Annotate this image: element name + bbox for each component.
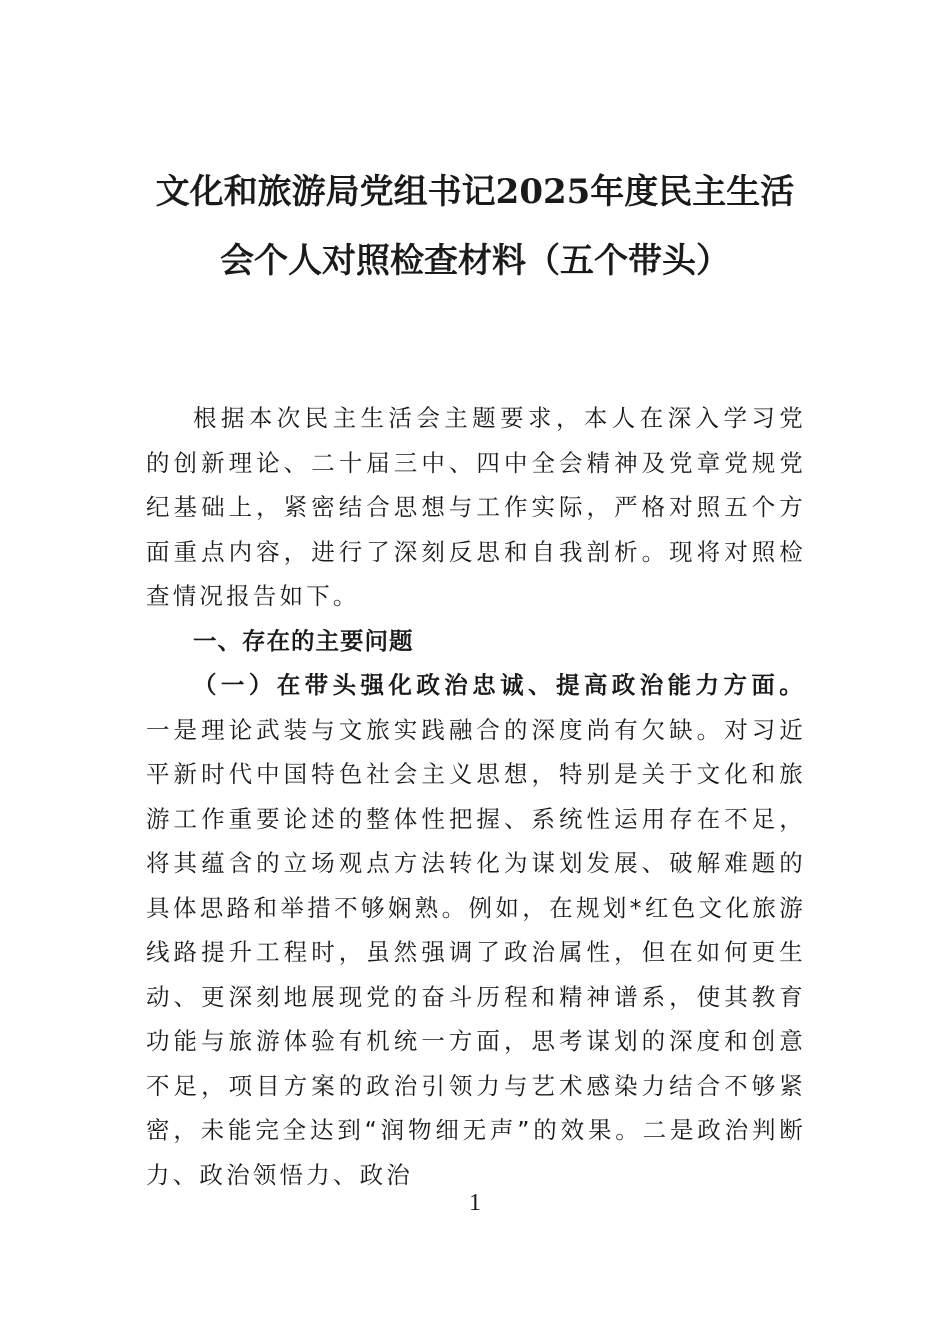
document-title-line-1: 文化和旅游局党组书记2025年度民主生活 xyxy=(155,172,795,212)
document-title-line-2: 会个人对照检查材料（五个带头） xyxy=(220,241,730,281)
document-body xyxy=(146,396,806,1197)
page-number: 1 xyxy=(469,1190,481,1216)
subsection-text: 一是理论武装与文旅实践融合的深度尚有欠缺。对习近平新时代中国特色社会主义思想，特别是关于文化和旅游工作重要论述的整体性把握、系统性运用存在不足，将其蕴含的立场观点方法转化为谋划发展、破解难题的具体思路和举措不够娴熟。例如，在规划*红色文化旅游线路提升工程时，虽然强调了政治属性，但在如何更生动、更深刻地展现党的奋斗历程和精神谱系，使其教育功能与旅游体验有机统一方面，思考谋划的深度和创意不足，项目方案的政治引领力与艺术感染力结合不够紧密，未能完全达到“润物细无声”的效果。二是政治判断力、政治领悟力、政治 xyxy=(146,715,806,1189)
section-heading: 一、存在的主要问题 xyxy=(193,626,414,655)
subsection-paragraph xyxy=(146,663,806,1197)
subsection-heading: （一）在带头强化政治忠诚、提高政治能力方面。 xyxy=(193,671,806,699)
intro-paragraph: 根据本次民主生活会主题要求，本人在深入学习党的创新理论、二十届三中、四中全会精神及党章党规党纪基础上，紧密结合思想与工作实际，严格对照五个方面重点内容，进行了深刻反思和自我剖析。现将对照检查情况报告如下。 xyxy=(146,404,806,610)
